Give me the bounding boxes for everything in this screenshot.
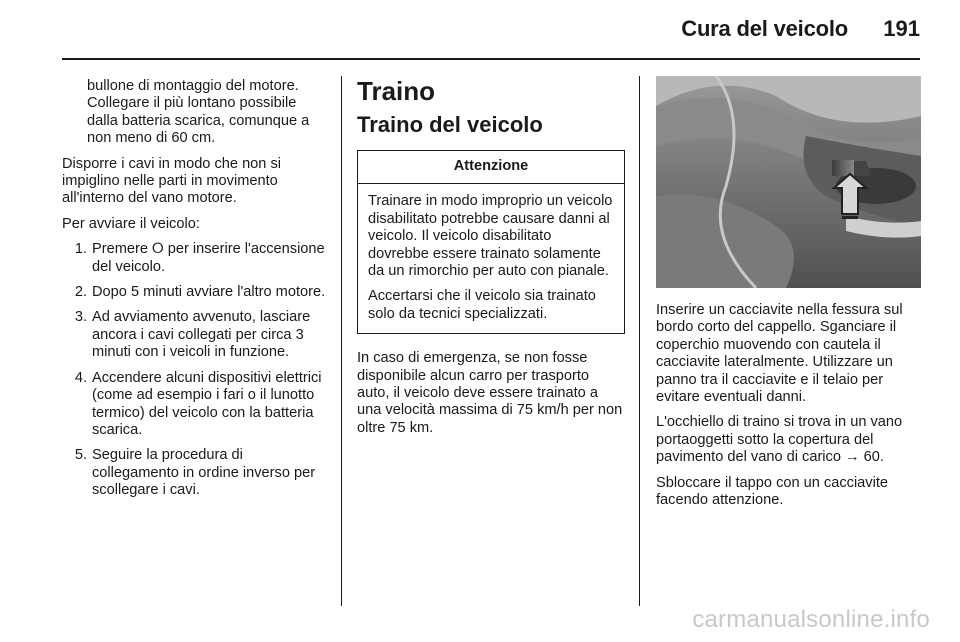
subsection-heading: Traino del veicolo: [357, 112, 543, 137]
header-rule: [62, 58, 920, 60]
bumper-photo: [656, 76, 921, 288]
warning-paragraph-2: Accertarsi che il veicolo sia trainato solo da tecnici specializzati.: [368, 288, 596, 322]
list-item: 1. Premere ⭘ per inserire l'accensione del veicolo.: [74, 241, 325, 275]
paragraph-unlock-cap: Sbloccare il tappo con un cacciavite facendo attenzione.: [656, 474, 889, 509]
watermark: carmanualsonline.info: [692, 606, 930, 633]
paragraph-emergency: In caso di emergenza, se non fosse disponibile alcun carro per trasporto auto, il veicolo deve essere trainato a una velocità massima di 75 km/h per non oltre 75 km.: [357, 350, 623, 436]
paragraph-start-intro: Per avviare il veicolo:: [62, 215, 200, 232]
warning-title: Attenzione: [358, 151, 624, 184]
warning-box: [357, 150, 625, 334]
start-steps-list: [62, 241, 328, 499]
paragraph-tow-eye: L'occhiello di traino si trova in un vano portaoggetti sotto la copertura del pavimento del vano di carico → 60.: [656, 414, 903, 466]
column-divider-1: [341, 76, 342, 606]
list-item: 4. Accendere alcuni dispositivi elettrici (come ad esempio i fari o il lunotto termico) del veicolo con la batteria scarica.: [74, 369, 322, 438]
header-title: Cura del veicolo: [681, 16, 848, 41]
list-item: 2. Dopo 5 minuti avviare l'altro motore.: [74, 284, 326, 301]
page-number: 191: [883, 16, 920, 41]
paragraph-screwdriver: Inserire un cacciavite nella fessura sul bordo corto del cappello. Sganciare il coperchio muovendo con cautela il cacciavite lateralmente. Utilizzare un panno tra il cacciavite e il telaio per evitare eventuali danni.: [656, 302, 903, 406]
list-item: 3. Ad avviamento avvenuto, lasciare ancora i cavi collegati per circa 3 minuti con i veicoli in funzione.: [74, 309, 311, 361]
bumper-illustration: [656, 76, 921, 288]
section-heading: Traino: [357, 76, 436, 106]
continued-paragraph: bullone di montaggio del motore. Collegare il più lontano possibile dalla batteria scarica, comunque a non meno di 60 cm.: [87, 78, 310, 147]
warning-body: [358, 184, 624, 333]
column-1: [62, 78, 328, 508]
column-3: [656, 76, 921, 517]
paragraph-cables: Disporre i cavi in modo che non si impiglino nelle parti in movimento all'interno del vano motore.: [62, 155, 282, 207]
column-divider-2: [639, 76, 640, 606]
column-2: [357, 76, 625, 445]
warning-paragraph-1: Trainare in modo improprio un veicolo disabilitato potrebbe causare danni al veicolo. Il veicolo disabilitato dovrebbe essere trainato solamente da un rimorchio per auto con pianale.: [368, 193, 613, 280]
list-item: 5. Seguire la procedura di collegamento in ordine inverso per scollegare i cavi.: [74, 447, 316, 499]
